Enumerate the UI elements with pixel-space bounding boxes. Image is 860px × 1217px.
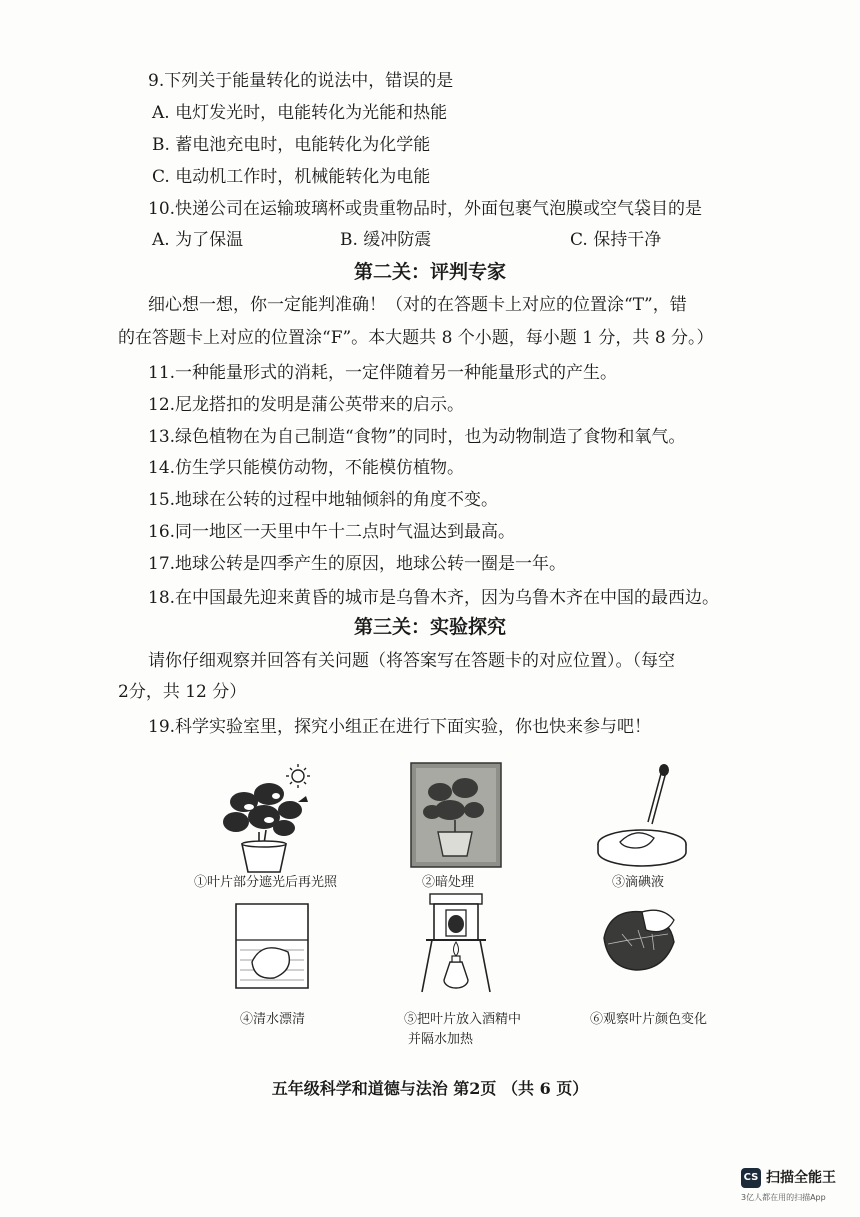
section-3-intro-line-2: 2分，共 12 分） xyxy=(118,682,247,702)
watermark-subtitle: 3亿人都在用的扫描App xyxy=(741,1193,826,1202)
dark-treatment-figure xyxy=(410,762,502,868)
cs-logo-icon: CS xyxy=(741,1168,761,1188)
step-5-caption-line-2: 并隔水加热 xyxy=(408,1032,474,1047)
plant-in-light-figure xyxy=(214,762,324,874)
question-10-option-c: C. 保持干净 xyxy=(570,230,662,250)
leaf-color-figure xyxy=(598,904,680,974)
judgment-item-12: 12.尼龙搭扣的发明是蒲公英带来的启示。 xyxy=(148,395,465,415)
iodine-dropping-figure xyxy=(594,764,690,868)
question-10-stem: 10.快递公司在运输玻璃杯或贵重物品时，外面包裹气泡膜或空气袋目的是 xyxy=(148,199,703,219)
question-9-stem: 9.下列关于能量转化的说法中，错误的是 xyxy=(148,71,454,91)
section-3-title: 第三关：实验探究 xyxy=(353,616,506,638)
step-5-caption: ⑤把叶片放入酒精中 xyxy=(404,1012,522,1027)
question-10-option-b: B. 缓冲防震 xyxy=(340,230,432,250)
watermark-title: 扫描全能王 xyxy=(766,1170,836,1186)
page-footer: 五年级科学和道德与法治 第2页 （共 6 页） xyxy=(271,1079,589,1098)
section-2-intro-line-1: 细心想一想，你一定能判准确！（对的在答题卡上对应的位置涂“T”，错 xyxy=(148,295,687,315)
section-2-intro-line-2: 的在答题卡上对应的位置涂“F”。本大题共 8 个小题，每小题 1 分，共 8 分。） xyxy=(118,328,714,348)
judgment-item-11: 11.一种能量形式的消耗，一定伴随着另一种能量形式的产生。 xyxy=(148,363,618,383)
section-3-intro-line-1: 请你仔细观察并回答有关问题（将答案写在答题卡的对应位置）。（每空 xyxy=(148,651,675,671)
judgment-item-16: 16.同一地区一天里中午十二点时气温达到最高。 xyxy=(148,522,516,542)
step-6-caption: ⑥观察叶片颜色变化 xyxy=(590,1012,708,1027)
scanner-watermark xyxy=(741,1166,846,1210)
step-4-caption: ④清水漂清 xyxy=(240,1012,306,1027)
judgment-item-14: 14.仿生学只能模仿动物，不能模仿植物。 xyxy=(148,458,465,478)
step-1-caption: ①叶片部分遮光后再光照 xyxy=(194,875,338,890)
question-19-stem: 19.科学实验室里，探究小组正在进行下面实验，你也快来参与吧！ xyxy=(148,717,652,737)
question-9-option-b: B. 蓄电池充电时，电能转化为化学能 xyxy=(152,135,431,155)
question-9-option-c: C. 电动机工作时，机械能转化为电能 xyxy=(152,167,431,187)
judgment-item-15: 15.地球在公转的过程中地轴倾斜的角度不变。 xyxy=(148,490,499,510)
judgment-item-18: 18.在中国最先迎来黄昏的城市是乌鲁木齐，因为乌鲁木齐在中国的最西边。 xyxy=(148,588,720,608)
question-10-option-a: A. 为了保温 xyxy=(152,230,244,250)
judgment-item-17: 17.地球公转是四季产生的原因，地球公转一圈是一年。 xyxy=(148,554,567,574)
step-2-caption: ②暗处理 xyxy=(422,875,475,890)
water-rinse-figure xyxy=(232,902,312,992)
step-3-caption: ③滴碘液 xyxy=(612,875,665,890)
judgment-item-13: 13.绿色植物在为自己制造“食物”的同时，也为动物制造了食物和氧气。 xyxy=(148,427,686,447)
section-2-title: 第二关：评判专家 xyxy=(353,261,506,283)
alcohol-heating-figure xyxy=(416,892,496,994)
question-9-option-a: A. 电灯发光时，电能转化为光能和热能 xyxy=(152,103,448,123)
